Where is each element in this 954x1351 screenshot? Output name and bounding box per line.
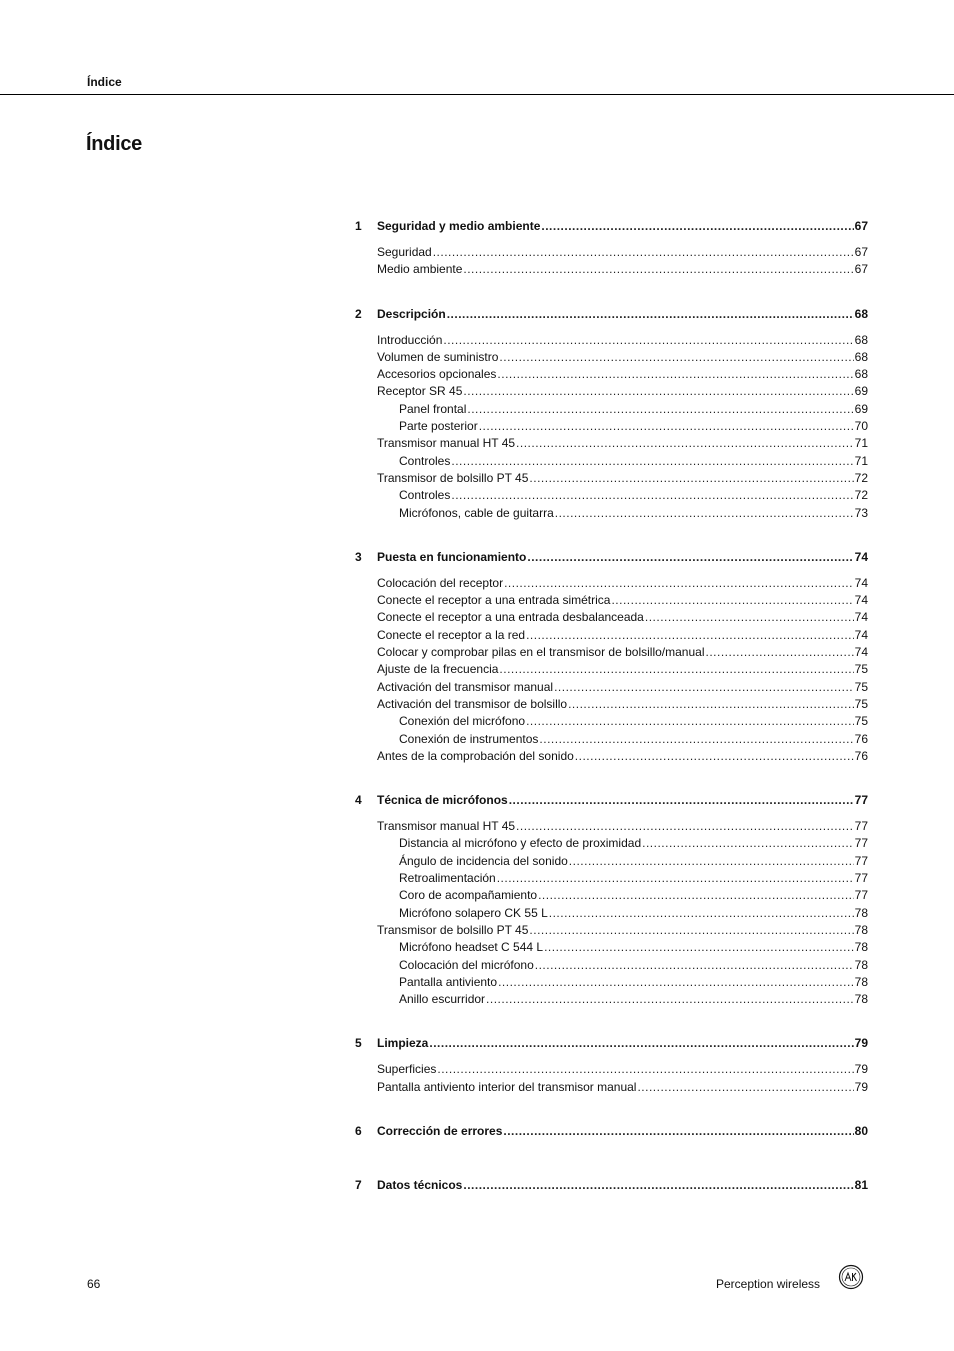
toc-section-heading[interactable]	[355, 1036, 868, 1054]
entry-title: Pantalla antiviento	[399, 974, 498, 989]
dot-leader	[526, 628, 854, 642]
toc-entry[interactable]	[355, 262, 868, 279]
entry-title: Conexión del micrófono	[399, 714, 526, 729]
section-title: Corrección de errores	[377, 1123, 503, 1138]
section-number: 2	[355, 306, 362, 321]
dot-leader	[463, 1178, 853, 1192]
dot-leader	[499, 662, 853, 676]
toc-section	[355, 219, 868, 280]
toc-entry[interactable]	[355, 628, 868, 645]
entry-page: 75	[854, 696, 868, 711]
entry-page: 74	[854, 575, 868, 590]
toc-section	[355, 1178, 868, 1196]
entry-title: Introducción	[377, 332, 443, 347]
dot-leader	[527, 550, 853, 564]
toc-entry[interactable]	[355, 975, 868, 992]
section-title: Descripción	[377, 306, 446, 321]
toc-entry[interactable]	[355, 662, 868, 679]
entry-page: 78	[854, 940, 868, 955]
entry-page: 75	[854, 714, 868, 729]
toc-entry[interactable]	[355, 384, 868, 401]
toc-section-heading[interactable]	[355, 550, 868, 568]
entry-title: Anillo escurridor	[399, 992, 486, 1007]
entry-title: Superficies	[377, 1062, 437, 1077]
section-page: 80	[854, 1123, 868, 1138]
entry-title: Transmisor de bolsillo PT 45	[377, 922, 529, 937]
dot-leader	[569, 854, 854, 868]
toc-section	[355, 793, 868, 1009]
section-title: Seguridad y medio ambiente	[377, 219, 541, 233]
entry-page: 77	[854, 819, 868, 834]
dot-leader	[645, 610, 854, 624]
entry-title: Conexión de instrumentos	[399, 731, 539, 746]
entry-title: Coro de acompañamiento	[399, 888, 538, 903]
akg-logo-icon	[838, 1264, 864, 1290]
entry-page: 77	[854, 853, 868, 868]
entry-page: 71	[854, 436, 868, 451]
dot-leader	[503, 1124, 853, 1138]
entry-title: Ángulo de incidencia del sonido	[399, 853, 568, 868]
dot-leader	[433, 245, 854, 259]
entry-title: Pantalla antiviento interior del transmisor manual	[377, 1079, 637, 1094]
toc-section-heading[interactable]	[355, 793, 868, 811]
entry-title: Activación del transmisor manual	[377, 679, 554, 694]
entry-page: 72	[854, 488, 868, 503]
toc-section-heading[interactable]	[355, 1124, 868, 1142]
toc-entry[interactable]	[355, 714, 868, 731]
dot-leader	[429, 1036, 853, 1050]
toc-entry[interactable]	[355, 436, 868, 453]
entry-page: 75	[854, 679, 868, 694]
page-title: Índice	[86, 133, 142, 155]
dot-leader	[497, 367, 853, 381]
dot-leader	[544, 940, 854, 954]
toc-entry[interactable]	[355, 1062, 868, 1079]
running-header: Índice	[87, 75, 122, 89]
entry-page: 75	[854, 662, 868, 677]
entry-title: Transmisor de bolsillo PT 45	[377, 470, 529, 485]
entry-page: 77	[854, 888, 868, 903]
toc-entry[interactable]	[355, 749, 868, 766]
section-title: Técnica de micrófonos	[377, 793, 508, 808]
entry-title: Parte posterior	[399, 419, 478, 434]
entry-title: Micrófonos, cable de guitarra	[399, 505, 554, 520]
toc-section	[355, 1036, 868, 1097]
toc-section-heading[interactable]	[355, 1178, 868, 1196]
toc-entry[interactable]	[355, 819, 868, 836]
section-number: 5	[355, 1036, 362, 1051]
entry-title: Seguridad	[377, 245, 432, 259]
entry-page: 76	[854, 748, 868, 763]
toc-entry[interactable]	[355, 645, 868, 662]
section-number: 7	[355, 1177, 362, 1192]
entry-title: Receptor SR 45	[377, 384, 463, 399]
entry-page: 68	[854, 332, 868, 347]
dot-leader	[642, 836, 854, 850]
toc-entry[interactable]	[355, 992, 868, 1009]
entry-page: 78	[854, 992, 868, 1007]
entry-page: 74	[854, 610, 868, 625]
section-number: 1	[355, 219, 362, 233]
entry-title: Micrófono headset C 544 L	[399, 940, 544, 955]
dot-leader	[535, 958, 854, 972]
dot-leader	[529, 923, 853, 937]
toc-section	[355, 550, 868, 766]
dot-leader	[499, 350, 853, 364]
entry-title: Conecte el receptor a la red	[377, 627, 526, 642]
dot-leader	[486, 992, 854, 1006]
dot-leader	[568, 697, 854, 711]
entry-title: Volumen de suministro	[377, 349, 499, 364]
entry-page: 78	[854, 957, 868, 972]
section-page: 79	[854, 1036, 868, 1051]
dot-leader	[447, 307, 854, 321]
toc-entry[interactable]	[355, 854, 868, 871]
toc-section	[355, 307, 868, 523]
toc-entry[interactable]	[355, 419, 868, 436]
dot-leader	[555, 506, 854, 520]
toc-entry[interactable]	[355, 506, 868, 523]
entry-page: 79	[854, 1062, 868, 1077]
entry-page: 73	[854, 505, 868, 520]
product-name: Perception wireless	[716, 1277, 821, 1291]
entry-page: 68	[854, 349, 868, 364]
toc-entry[interactable]	[355, 593, 868, 610]
section-page: 68	[854, 306, 868, 321]
section-page: 77	[854, 793, 868, 808]
dot-leader	[538, 888, 854, 902]
dot-leader	[443, 333, 853, 347]
entry-page: 69	[854, 384, 868, 399]
toc-entry[interactable]	[355, 1080, 868, 1097]
section-number: 6	[355, 1123, 362, 1138]
dot-leader	[637, 1080, 853, 1094]
section-title: Limpieza	[377, 1036, 429, 1051]
dot-leader	[541, 219, 853, 233]
toc-entry[interactable]	[355, 958, 868, 975]
entry-page: 74	[854, 627, 868, 642]
toc-entry[interactable]	[355, 333, 868, 350]
section-page: 74	[854, 549, 868, 564]
dot-leader	[479, 419, 854, 433]
entry-title: Colocación del micrófono	[399, 957, 534, 972]
section-number: 4	[355, 793, 362, 808]
toc-entry[interactable]	[355, 454, 868, 471]
entry-page: 70	[854, 419, 868, 434]
entry-page: 74	[854, 645, 868, 660]
entry-page: 69	[854, 401, 868, 416]
section-page: 67	[854, 219, 868, 233]
entry-title: Controles	[399, 453, 451, 468]
dot-leader	[611, 593, 853, 607]
entry-page: 71	[854, 453, 868, 468]
entry-title: Medio ambiente	[377, 262, 463, 277]
entry-title: Retroalimentación	[399, 871, 496, 886]
toc-entry[interactable]	[355, 888, 868, 905]
dot-leader	[529, 471, 853, 485]
toc-entry[interactable]	[355, 836, 868, 853]
entry-title: Controles	[399, 488, 451, 503]
toc-entry[interactable]	[355, 350, 868, 367]
dot-leader	[526, 714, 854, 728]
dot-leader	[705, 645, 853, 659]
entry-page: 74	[854, 593, 868, 608]
page-number: 66	[87, 1277, 101, 1291]
dot-leader	[516, 436, 854, 450]
entry-page: 77	[854, 871, 868, 886]
entry-page: 78	[854, 974, 868, 989]
entry-page: 67	[854, 262, 868, 277]
entry-title: Ajuste de la frecuencia	[377, 662, 499, 677]
toc-entry[interactable]	[355, 576, 868, 593]
entry-page: 72	[854, 470, 868, 485]
dot-leader	[437, 1062, 853, 1076]
toc-entry[interactable]	[355, 923, 868, 940]
dot-leader	[504, 576, 854, 590]
entry-title: Antes de la comprobación del sonido	[377, 748, 574, 763]
toc-entry[interactable]	[355, 871, 868, 888]
section-page: 81	[854, 1177, 868, 1192]
entry-title: Accesorios opcionales	[377, 367, 497, 382]
entry-page: 76	[854, 731, 868, 746]
dot-leader	[516, 819, 854, 833]
dot-leader	[451, 488, 853, 502]
table-of-contents	[355, 219, 868, 1232]
entry-title: Micrófono solapero CK 55 L	[399, 905, 548, 920]
entry-title: Conecte el receptor a una entrada desbalanceada	[377, 610, 644, 625]
toc-entry[interactable]	[355, 367, 868, 384]
dot-leader	[554, 680, 854, 694]
dot-leader	[539, 732, 853, 746]
entry-title: Distancia al micrófono y efecto de proximidad	[399, 836, 642, 851]
entry-page: 67	[854, 245, 868, 259]
toc-entry[interactable]	[355, 245, 868, 262]
toc-section	[355, 1124, 868, 1142]
entry-title: Activación del transmisor de bolsillo	[377, 696, 568, 711]
dot-leader	[467, 402, 853, 416]
header-rule	[0, 94, 954, 95]
entry-title: Colocación del receptor	[377, 575, 504, 590]
entry-page: 77	[854, 836, 868, 851]
toc-entry[interactable]	[355, 680, 868, 697]
dot-leader	[549, 906, 854, 920]
toc-entry[interactable]	[355, 906, 868, 923]
dot-leader	[451, 454, 853, 468]
entry-page: 78	[854, 905, 868, 920]
section-title: Puesta en funcionamiento	[377, 549, 527, 564]
entry-page: 79	[854, 1079, 868, 1094]
toc-section-heading[interactable]	[355, 307, 868, 325]
entry-title: Conecte el receptor a una entrada simétrica	[377, 593, 611, 608]
toc-entry[interactable]	[355, 610, 868, 627]
entry-page: 78	[854, 922, 868, 937]
dot-leader	[498, 975, 854, 989]
toc-entry[interactable]	[355, 488, 868, 505]
toc-entry[interactable]	[355, 697, 868, 714]
toc-entry[interactable]	[355, 940, 868, 957]
toc-entry[interactable]	[355, 471, 868, 488]
dot-leader	[497, 871, 854, 885]
section-number: 3	[355, 549, 362, 564]
entry-title: Panel frontal	[399, 401, 467, 416]
entry-title: Colocar y comprobar pilas en el transmisor de bolsillo/manual	[377, 645, 705, 660]
toc-section-heading[interactable]	[355, 219, 868, 237]
dot-leader	[509, 793, 854, 807]
dot-leader	[463, 384, 853, 398]
entry-page: 68	[854, 367, 868, 382]
toc-entry[interactable]	[355, 402, 868, 419]
section-title: Datos técnicos	[377, 1177, 463, 1192]
dot-leader	[463, 262, 853, 276]
toc-entry[interactable]	[355, 732, 868, 749]
entry-title: Transmisor manual HT 45	[377, 819, 516, 834]
entry-title: Transmisor manual HT 45	[377, 436, 516, 451]
dot-leader	[575, 749, 854, 763]
